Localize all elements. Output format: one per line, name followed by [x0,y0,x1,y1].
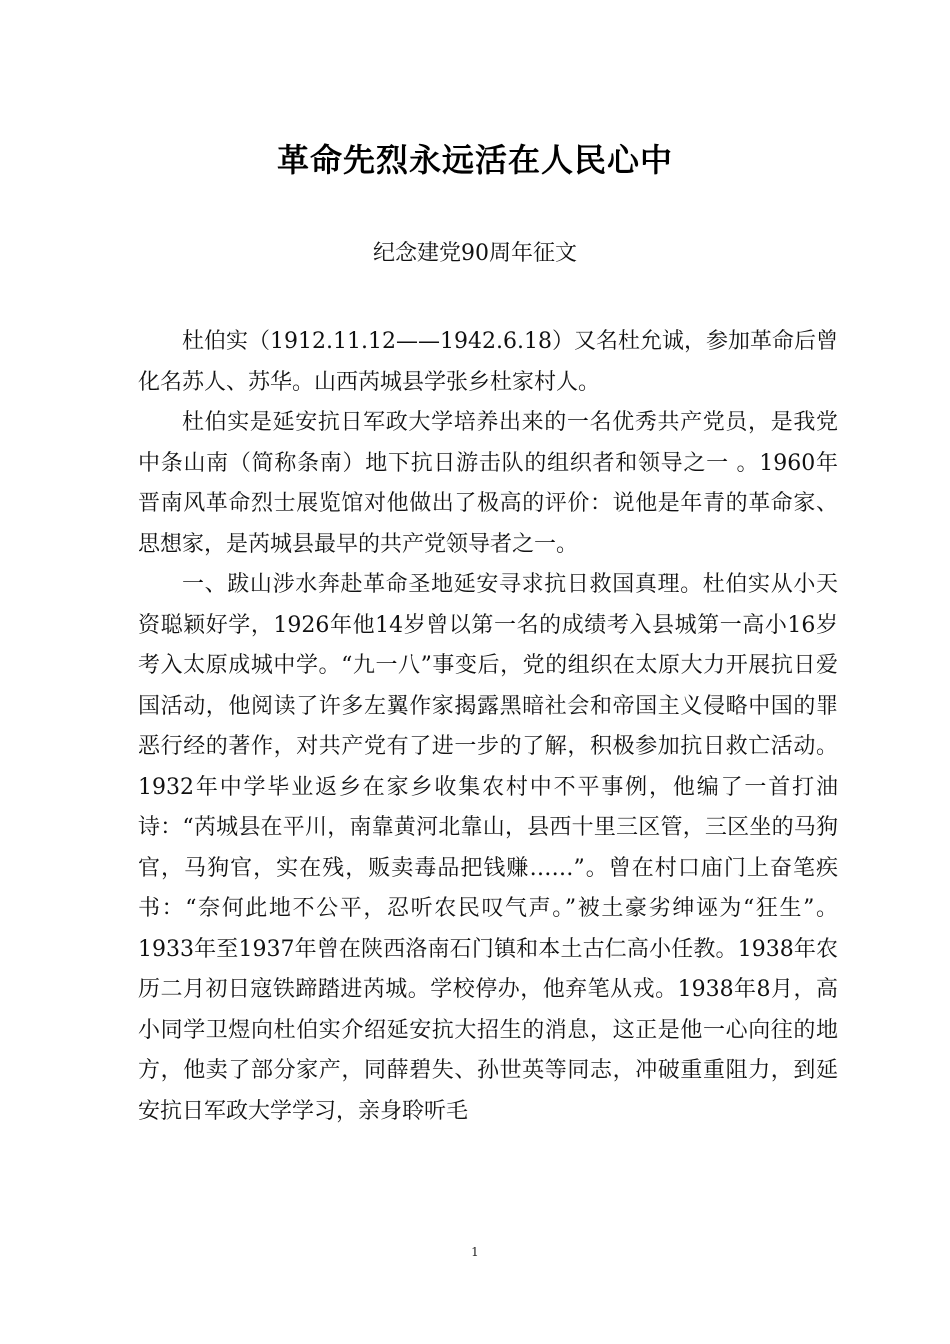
document-subtitle: 纪念建党90周年征文 [373,241,577,266]
paragraph-1: 杜伯实（1912.11.12——1942.6.18）又名杜允诚，参加革命后曾化名苏人、苏华。山西芮城县学张乡杜家村人。 [138,329,838,395]
paragraph-2: 杜伯实是延安抗日军政大学培养出来的一名优秀共产党员，是我党中条山南（简称条南）地下抗日游击队的组织者和领导之一 。1960年晋南风革命烈士展览馆对他做出了极高的评价：说他是年青的革命家、思想家，是芮城县最早的共产党领导者之一。 [138,410,838,557]
page-number: 1 [471,1245,479,1259]
document-title: 革命先烈永远活在人民心中 [276,141,673,179]
document-body [138,322,838,1132]
paragraph-3: 一、跋山涉水奔赴革命圣地延安寻求抗日救国真理。杜伯实从小天资聪颖好学，1926年他14岁曾以第一名的成绩考入县城第一高小16岁考入太原成城中学。“九一八”事变后，党的组织在太原大力开展抗日爱国活动，他阅读了许多左翼作家揭露黑暗社会和帝国主义侵略中国的罪恶行经的著作，对共产党有了进一步的了解，积极参加抗日救亡活动。1932年中学毕业返乡在家乡收集农村中不平事例，他编了一首打油诗：“芮城县在平川，南靠黄河北靠山，县西十里三区管，三区坐的马狗官，马狗官，实在残，贩卖毒品把钱赚……”。曾在村口庙门上奋笔疾书：“奈何此地不公平，忍听农民叹气声。”被土豪劣绅诬为“狂生”。1933年至1937年曾在陕西洛南石门镇和本土古仁高小任教。1938年农历二月初日寇铁蹄踏进芮城。学校停办，他弃笔从戎。1938年8月，高小同学卫煜向杜伯实介绍延安抗大招生的消息，这正是他一心向往的地方，他卖了部分家产，同薛碧失、孙世英等同志，冲破重重阻力，到延安抗日军政大学学习，亲身聆听毛 [138,572,838,1124]
